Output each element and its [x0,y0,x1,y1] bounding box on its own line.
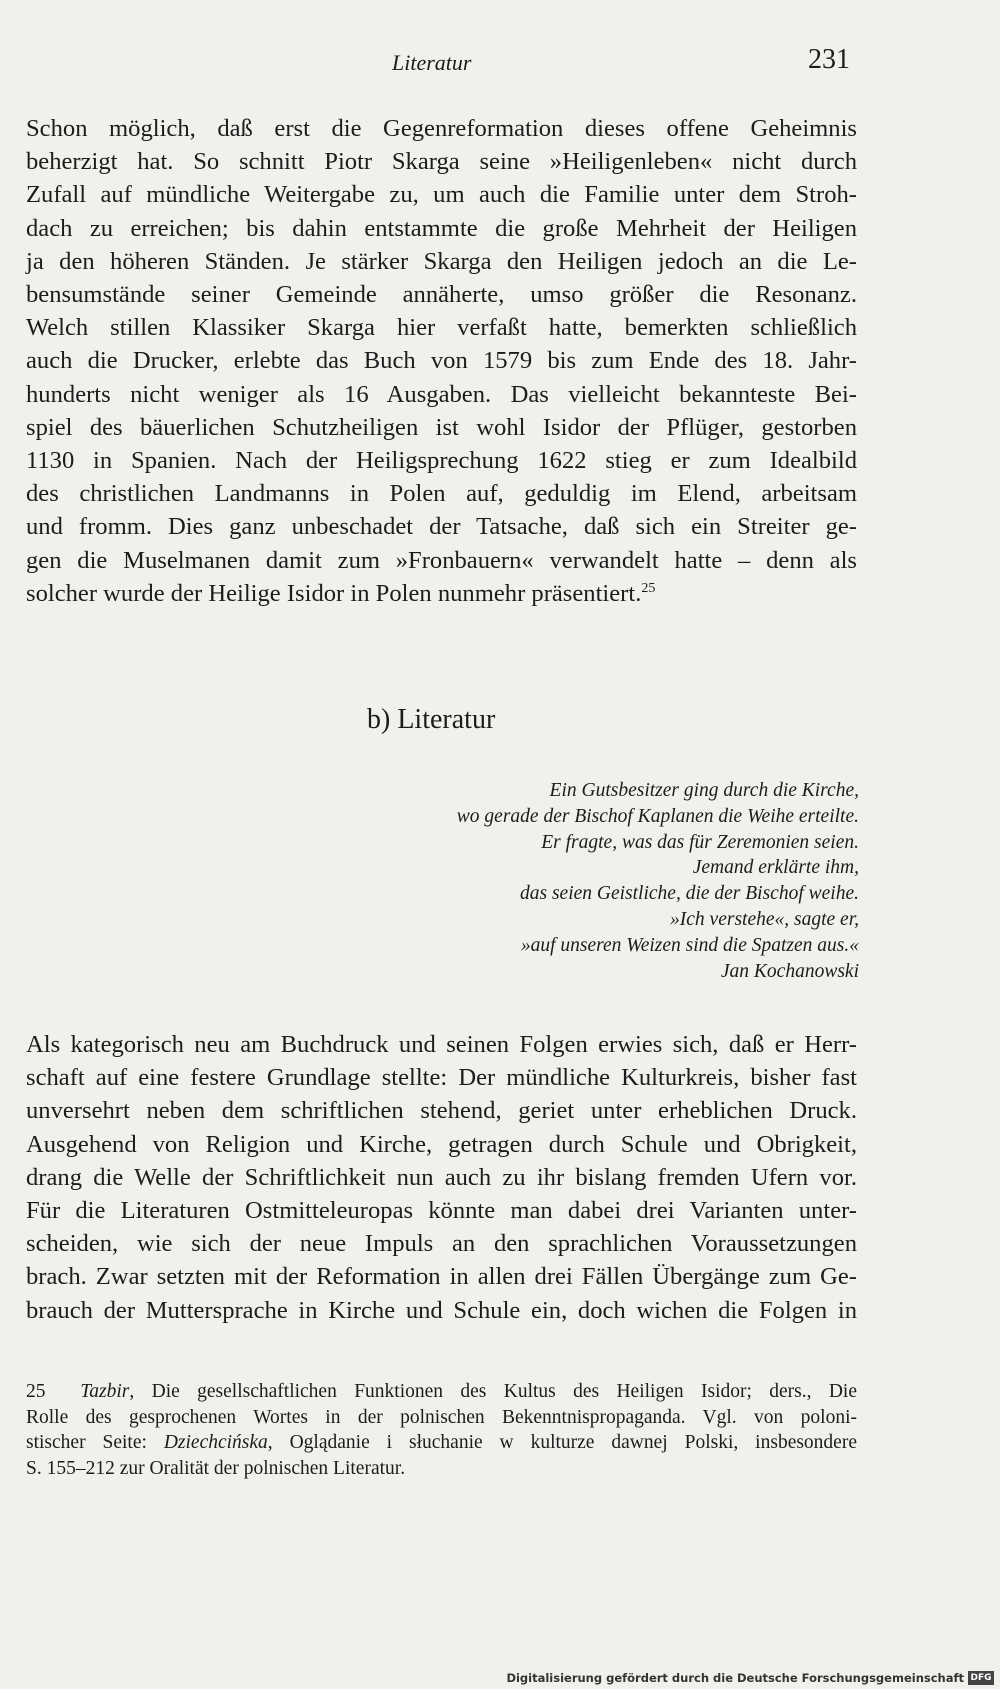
footnote-text: stischer Seite: [26,1432,164,1453]
footnote-line [26,1430,857,1456]
footnote-text: , Die gesellschaftlichen Funktionen des Kultus des Heiligen Isidor; ders., Die [129,1381,858,1402]
running-head-title: Literatur [392,50,472,75]
footnote-text: , Oglądanie i słuchanie w kulturze dawnej Polski, insbesondere [267,1432,857,1453]
footnote-author: Tazbir [80,1381,130,1402]
epigraph-author: Jan Kochanowski [720,960,859,982]
text-line: bensumstände seiner Gemeinde annäherte, umso größer die Resonanz. [26,281,857,309]
footnote-line: Rolle des gesprochenen Wortes in der polnischen Bekenntnispropaganda. Vgl. von poloni- [26,1406,857,1428]
paragraph-1 [26,112,857,610]
running-head [0,44,1000,84]
text-line: des christlichen Landmanns in Polen auf, geduldig im Elend, arbeitsam [26,480,857,508]
epigraph-line: wo gerade der Bischof Kaplanen die Weihe erteilte. [456,805,859,827]
text-line: brach. Zwar setzten mit der Reformation in allen drei Fällen Übergänge zum Ge- [26,1263,857,1291]
page-number: 231 [808,44,850,75]
text-line: Für die Literaturen Ostmitteleuropas könnte man dabei drei Varianten unter- [26,1197,857,1225]
text-line: Ausgehend von Religion und Kirche, getragen durch Schule und Obrigkeit, [26,1130,857,1158]
text-line: scheiden, wie sich der neue Impuls an den sprachlichen Voraussetzungen [26,1230,857,1258]
epigraph-line: Ein Gutsbesitzer ging durch die Kirche, [549,780,859,801]
text-line: hunderts nicht weniger als 16 Ausgaben. Das vielleicht bekannteste Bei- [26,380,857,408]
paragraph-2 [26,1028,857,1327]
text-line: ja den höheren Ständen. Je stärker Skarga den Heiligen jedoch an die Le- [26,247,857,275]
text-line: auch die Drucker, erlebte das Buch von 1579 bis zum Ende des 18. Jahr- [26,347,857,375]
footnote [26,1379,857,1481]
text-line: schaft auf eine festere Grundlage stellte: Der mündliche Kulturkreis, bisher fast [26,1064,857,1092]
dfg-logo-icon: DFG [968,1671,994,1685]
text-line: gen die Muselmanen damit zum »Fronbauern« verwandelt hatte – denn als [26,546,857,574]
epigraph-line: »Ich verstehe«, sagte er, [670,908,859,930]
footnote-number: 25 [26,1381,46,1402]
epigraph-line: Jemand erklärte ihm, [692,857,859,879]
epigraph-line: das seien Geistliche, die der Bischof weihe. [519,883,859,905]
section-heading: b) Literatur [367,704,496,735]
text-line: und fromm. Dies ganz unbeschadet der Tatsache, daß sich ein Streiter ge- [26,513,857,541]
text-line: Schon möglich, daß erst die Gegenreformation dieses offene Geheimnis [26,115,857,142]
footnote-author: Dziechcińska [163,1432,268,1453]
text-line: Als kategorisch neu am Buchdruck und seinen Folgen erwies sich, daß er Herr- [26,1031,857,1058]
text-line: brauch der Muttersprache in Kirche und Schule ein, doch wichen die Folgen in [26,1296,857,1324]
text-line [26,577,857,610]
text-line: Welch stillen Klassiker Skarga hier verfaßt hatte, bemerkten schließlich [26,314,857,342]
epigraph-line: »auf unseren Weizen sind die Spatzen aus.« [520,934,859,956]
text-line: spiel des bäuerlichen Schutzheiligen ist wohl Isidor der Pflüger, gestorben [26,413,857,441]
footnote-line: S. 155–212 zur Oralität der polnischen Literatur. [26,1457,406,1479]
footer-text: Digitalisierung gefördert durch die Deutsche Forschungsgemeinschaft [506,1671,964,1685]
epigraph [259,778,859,984]
text-line: beherzigt hat. So schnitt Piotr Skarga seine »Heiligenleben« nicht durch [26,148,857,176]
text-line: unversehrt neben dem schriftlichen stehend, geriet unter erheblichen Druck. [26,1097,857,1125]
text-line-content: solcher wurde der Heilige Isidor in Polen nunmehr präsentiert. [26,579,642,607]
text-line: Zufall auf mündliche Weitergabe zu, um auch die Familie unter dem Stroh- [26,181,857,209]
text-line: drang die Welle der Schriftlichkeit nun auch zu ihr bislang fremden Ufern vor. [26,1163,857,1191]
footnote-reference[interactable]: 25 [641,580,656,596]
text-line: 1130 in Spanien. Nach der Heiligsprechung 1622 stieg er zum Idealbild [26,447,857,475]
footnote-line [26,1379,857,1405]
digitization-footer [506,1671,994,1685]
text-line: dach zu erreichen; bis dahin entstammte die große Mehrheit der Heiligen [26,214,857,242]
epigraph-line: Er fragte, was das für Zeremonien seien. [541,831,859,853]
